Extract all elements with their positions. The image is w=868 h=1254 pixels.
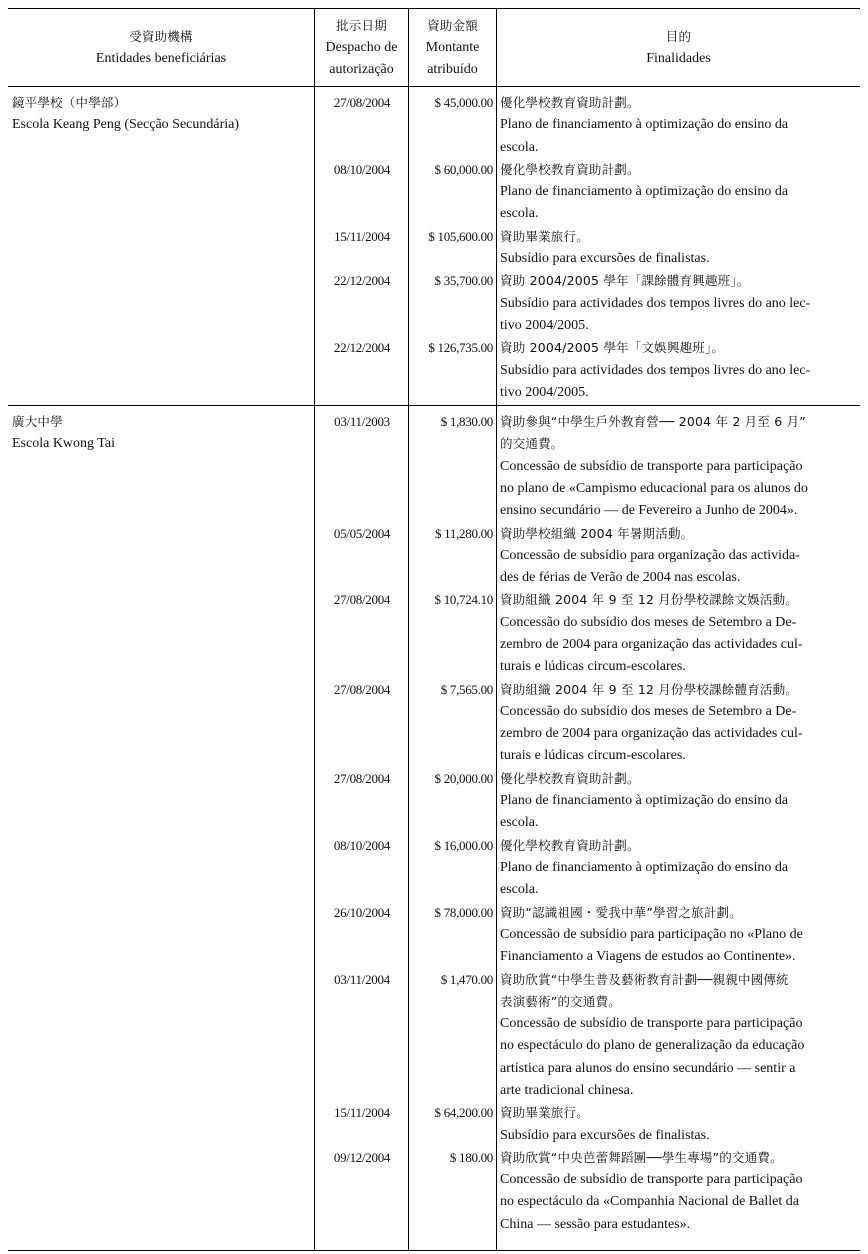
header-date-zh: 批示日期 bbox=[336, 17, 387, 33]
purpose-line: 資助欣賞“中央芭蕾舞蹈團──學生專場”的交通費。 bbox=[500, 1149, 783, 1165]
row-amount: $ 180.00 bbox=[449, 1149, 493, 1165]
purpose-line: Plano de financiamento à optimização do ensino da bbox=[500, 859, 789, 875]
purpose-line: 資助畢業旅行。 bbox=[500, 1105, 589, 1121]
row-amount: $ 10,724.10 bbox=[434, 592, 493, 608]
row-amount: $ 78,000.00 bbox=[434, 904, 493, 920]
header-date bbox=[315, 9, 408, 86]
row-amount: $ 1,830.00 bbox=[440, 414, 493, 429]
row-purpose bbox=[500, 270, 856, 337]
row-amount: $ 7,565.00 bbox=[440, 681, 493, 697]
purpose-line: tivo 2004/2005. bbox=[500, 384, 589, 400]
row-amount: $ 64,200.00 bbox=[434, 1105, 493, 1121]
purpose-line: Subsídio para actividades dos tempos livres do ano lec- bbox=[500, 362, 811, 378]
row-amount: $ 1,470.00 bbox=[440, 971, 493, 987]
purpose-line: escola. bbox=[500, 139, 539, 155]
purpose-line: turais e lúdicas circum-escolares. bbox=[500, 748, 686, 764]
row-purpose bbox=[500, 226, 856, 271]
row-purpose bbox=[500, 768, 856, 835]
purpose-line: 資助畢業旅行。 bbox=[500, 228, 589, 244]
entity-name-pt: Escola Kwong Tai bbox=[12, 436, 115, 452]
row-date: 15/11/2004 bbox=[334, 228, 390, 244]
header-purpose-zh: 目的 bbox=[665, 28, 692, 44]
purpose-line: Concessão de subsídio de transporte para participação bbox=[500, 458, 803, 474]
purpose-line: Plano de financiamento à optimização do ensino da bbox=[500, 117, 789, 133]
row-purpose bbox=[500, 523, 856, 590]
header-entity-zh: 受資助機構 bbox=[129, 28, 193, 44]
header-divider bbox=[8, 86, 860, 87]
row-purpose bbox=[500, 902, 856, 969]
purpose-line: des de férias de Verão de 2004 nas escolas. bbox=[500, 570, 741, 586]
row-amount: $ 45,000.00 bbox=[434, 95, 493, 110]
purpose-line: 資助組織 2004 年 9 至 12 月份學校課餘文娛活動。 bbox=[500, 592, 799, 608]
purpose-line: Plano de financiamento à optimização do ensino da bbox=[500, 793, 789, 809]
purpose-line: turais e lúdicas circum-escolares. bbox=[500, 659, 686, 675]
entity-name-zh: 廣大中學 bbox=[12, 414, 63, 429]
column-divider bbox=[496, 9, 497, 1250]
purpose-line: 資助組織 2004 年 9 至 12 月份學校課餘體育活動。 bbox=[500, 681, 799, 697]
purpose-line: artística para alunos do ensino secundário — sentir a bbox=[500, 1060, 796, 1076]
column-divider bbox=[314, 9, 315, 1250]
row-date: 22/12/2004 bbox=[333, 273, 391, 289]
row-date: 27/08/2004 bbox=[333, 770, 391, 786]
row-date: 26/10/2004 bbox=[333, 904, 391, 920]
purpose-line: zembro de 2004 para organização das actividades cul- bbox=[500, 726, 803, 742]
purpose-line: zembro de 2004 para organização das actividades cul- bbox=[500, 636, 803, 652]
purpose-line: 優化學校教育資助計劃。 bbox=[500, 95, 640, 110]
purpose-line: Concessão de subsídio de transporte para participação bbox=[500, 1016, 803, 1032]
row-purpose bbox=[500, 679, 856, 768]
purpose-line: China — sessão para estudantes». bbox=[500, 1216, 691, 1232]
row-date: 15/11/2004 bbox=[334, 1105, 390, 1121]
purpose-line: Concessão do subsídio dos meses de Setembro a De- bbox=[500, 614, 797, 630]
purpose-line: 資助 2004/2005 學年「課餘體育興趣班」。 bbox=[500, 273, 750, 289]
row-date: 22/12/2004 bbox=[333, 340, 391, 356]
row-purpose bbox=[500, 835, 856, 902]
row-amount: $ 60,000.00 bbox=[434, 161, 493, 177]
purpose-line: 資助欣賞“中學生普及藝術教育計劃──親親中國傳統 bbox=[500, 971, 789, 987]
purpose-line: 優化學校教育資助計劃。 bbox=[500, 770, 640, 786]
purpose-line: no espectáculo da «Companhia Nacional de Ballet da bbox=[500, 1194, 799, 1210]
purpose-line: ensino secundário — de Fevereiro a Junho de 2004». bbox=[500, 503, 798, 519]
row-date: 27/08/2004 bbox=[333, 681, 391, 697]
purpose-line: Subsídio para excursões de finalistas. bbox=[500, 1127, 710, 1143]
row-purpose bbox=[500, 969, 856, 1103]
row-amount: $ 16,000.00 bbox=[434, 837, 493, 853]
header-date-pt1: Despacho de bbox=[325, 39, 398, 55]
purpose-line: 資助 2004/2005 學年「文娛興趣班」。 bbox=[500, 340, 725, 356]
row-date: 08/10/2004 bbox=[333, 161, 391, 177]
purpose-line: Concessão de subsídio para participação no «Plano de bbox=[500, 926, 803, 942]
header-date-pt2: autorização bbox=[329, 61, 394, 77]
entity-name-pt: Escola Keang Peng (Secção Secundária) bbox=[12, 117, 240, 133]
row-purpose bbox=[500, 1147, 856, 1236]
row-amount: $ 126,735.00 bbox=[428, 340, 493, 356]
header-entity bbox=[8, 9, 314, 86]
purpose-line: 優化學校教育資助計劃。 bbox=[500, 161, 640, 177]
purpose-line: 優化學校教育資助計劃。 bbox=[500, 837, 640, 853]
column-divider bbox=[408, 9, 409, 1250]
header-amount bbox=[409, 9, 496, 86]
purpose-line: 資助參與“中學生戶外教育營── 2004 年 2 月至 6 月” bbox=[500, 414, 806, 429]
header-amount-pt1: Montante bbox=[425, 39, 480, 55]
purpose-line: 的交通費。 bbox=[500, 436, 564, 452]
purpose-line: escola. bbox=[500, 882, 539, 898]
header-entity-pt: Entidades beneficiárias bbox=[95, 50, 227, 66]
purpose-line: 表演藝術”的交通費。 bbox=[500, 993, 621, 1009]
row-amount: $ 20,000.00 bbox=[434, 770, 493, 786]
header-amount-zh: 資助金額 bbox=[427, 17, 478, 33]
purpose-line: Concessão de subsídio para organização das activida- bbox=[500, 547, 800, 563]
header-amount-pt2: atribuído bbox=[427, 61, 478, 77]
purpose-line: escola. bbox=[500, 206, 539, 222]
row-date: 09/12/2004 bbox=[333, 1149, 391, 1165]
row-date: 27/08/2004 bbox=[333, 95, 391, 110]
row-purpose bbox=[500, 411, 856, 522]
purpose-line: escola. bbox=[500, 815, 539, 831]
row-date: 05/05/2004 bbox=[333, 525, 391, 541]
row-amount: $ 105,600.00 bbox=[428, 228, 493, 244]
row-purpose bbox=[500, 337, 856, 404]
row-purpose bbox=[500, 159, 856, 226]
row-amount: $ 11,280.00 bbox=[435, 525, 493, 541]
purpose-line: tivo 2004/2005. bbox=[500, 317, 589, 333]
grant-table bbox=[8, 8, 860, 1251]
purpose-line: arte tradicional chinesa. bbox=[500, 1082, 634, 1098]
row-date: 03/11/2004 bbox=[334, 971, 390, 987]
purpose-line: no plano de «Campismo educacional para os alunos do bbox=[500, 480, 808, 496]
header-purpose-pt: Finalidades bbox=[646, 50, 711, 66]
purpose-line: Financiamento a Viagens de estudos ao Continente». bbox=[500, 949, 796, 965]
row-purpose bbox=[500, 92, 856, 159]
row-date: 27/08/2004 bbox=[333, 592, 391, 608]
header-purpose bbox=[497, 9, 860, 86]
purpose-line: 資助“認識祖國・愛我中華”學習之旅計劃。 bbox=[500, 904, 742, 920]
purpose-line: no espectáculo do plano de generalização da educação bbox=[500, 1038, 805, 1054]
purpose-line: Plano de financiamento à optimização do ensino da bbox=[500, 184, 789, 200]
purpose-line: Subsídio para actividades dos tempos livres do ano lec- bbox=[500, 295, 811, 311]
row-amount: $ 35,700.00 bbox=[434, 273, 493, 289]
row-date: 08/10/2004 bbox=[333, 837, 391, 853]
row-date: 03/11/2003 bbox=[334, 414, 390, 429]
row-purpose bbox=[500, 589, 856, 678]
section-divider bbox=[8, 405, 860, 406]
purpose-line: Concessão de subsídio de transporte para participação bbox=[500, 1172, 803, 1188]
purpose-line: Concessão do subsídio dos meses de Setembro a De- bbox=[500, 703, 797, 719]
row-purpose bbox=[500, 1102, 856, 1147]
purpose-line: Subsídio para excursões de finalistas. bbox=[500, 251, 710, 267]
entity-name-zh: 鏡平學校（中學部） bbox=[12, 95, 127, 110]
purpose-line: 資助學校組織 2004 年暑期活動。 bbox=[500, 525, 694, 541]
